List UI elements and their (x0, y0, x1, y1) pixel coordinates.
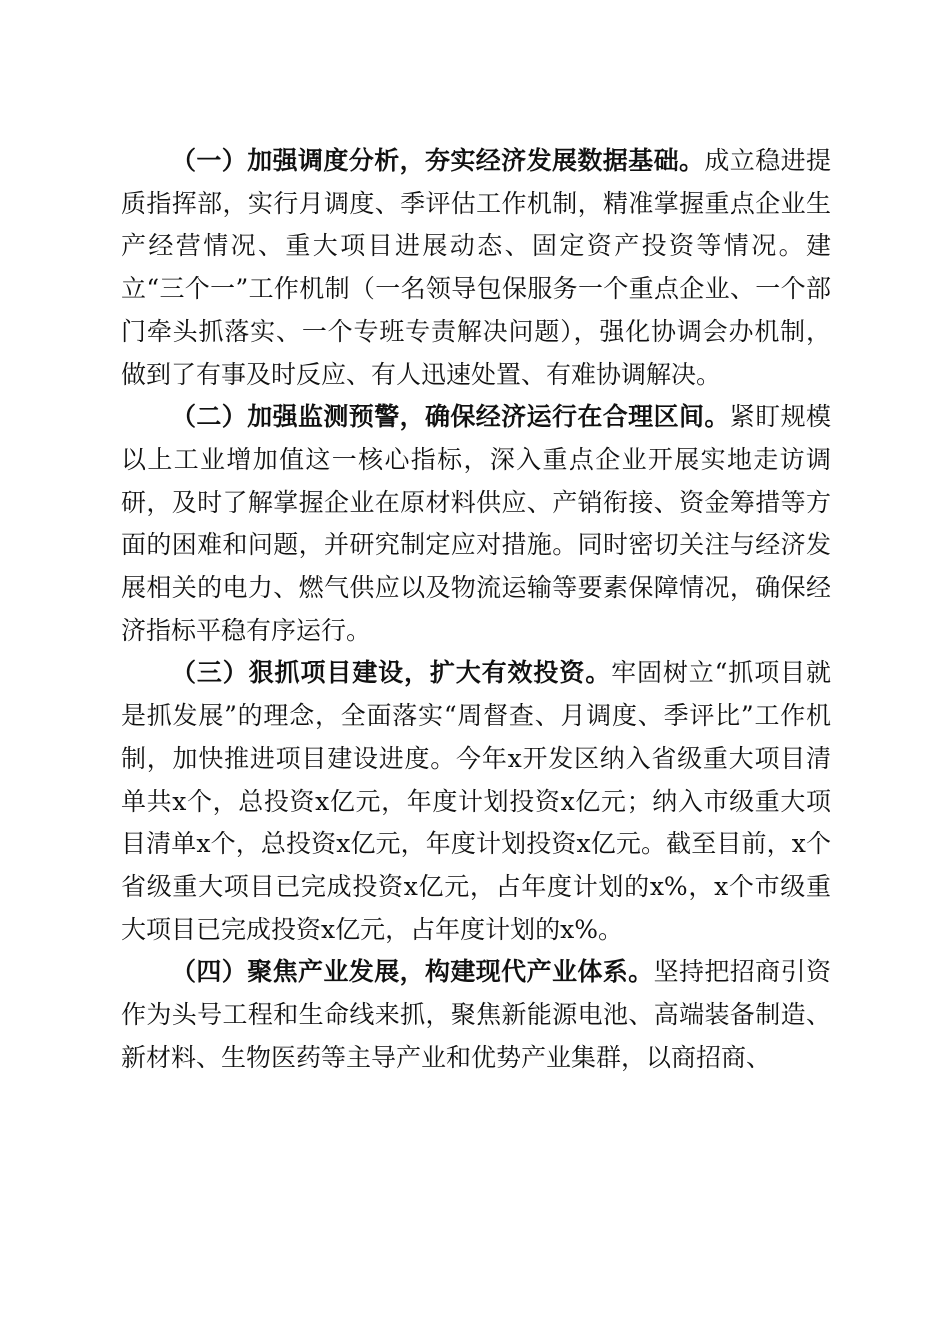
paragraph-3-body: 牢固树立“抓项目就是抓发展”的理念，全面落实“周督查、月调度、季评比”工作机制，加快推进项目建设进度。今年x开发区纳入省级重大项目清单共x个，总投资x亿元，年度计划投资x亿元；纳入市级重大项目清单x个，总投资x亿元，年度计划投资x亿元。截至目前，x个省级重大项目已完成投资x亿元，占年度计划的x%，x个市级重大项目已完成投资x亿元，占年度计划的x%。 (121, 658, 831, 944)
paragraph-3-heading: （三）狠抓项目建设，扩大有效投资。 (171, 658, 612, 688)
paragraph-4 (121, 951, 831, 1079)
paragraph-4-heading: （四）聚焦产业发展，构建现代产业体系。 (171, 957, 654, 987)
paragraph-3 (121, 652, 831, 951)
paragraph-1-heading: （一）加强调度分析，夯实经济发展数据基础。 (171, 146, 705, 175)
paragraph-1-body: 成立稳进提质指挥部，实行月调度、季评估工作机制，精准掌握重点企业生产经营情况、重大项目进展动态、固定资产投资等情况。建立“三个一”工作机制（一名领导包保服务一个重点企业、一个部门牵头抓落实、一个专班专责解决问题），强化协调会办机制，做到了有事及时反应、有人迅速处置、有难协调解决。 (121, 146, 831, 389)
paragraph-2-body: 紧盯规模以上工业增加值这一核心指标，深入重点企业开展实地走访调研，及时了解掌握企业在原材料供应、产销衔接、资金筹措等方面的困难和问题，并研究制定应对措施。同时密切关注与经济发展相关的电力、燃气供应以及物流运输等要素保障情况，确保经济指标平稳有序运行。 (121, 402, 831, 645)
document-body (121, 140, 831, 1079)
paragraph-4-body: 坚持把招商引资作为头号工程和生命线来抓，聚焦新能源电池、高端装备制造、新材料、生物医药等主导产业和优势产业集群，以商招商、 (121, 957, 831, 1072)
paragraph-1 (121, 140, 831, 396)
paragraph-2 (121, 396, 831, 652)
paragraph-2-heading: （二）加强监测预警，确保经济运行在合理区间。 (171, 402, 730, 432)
